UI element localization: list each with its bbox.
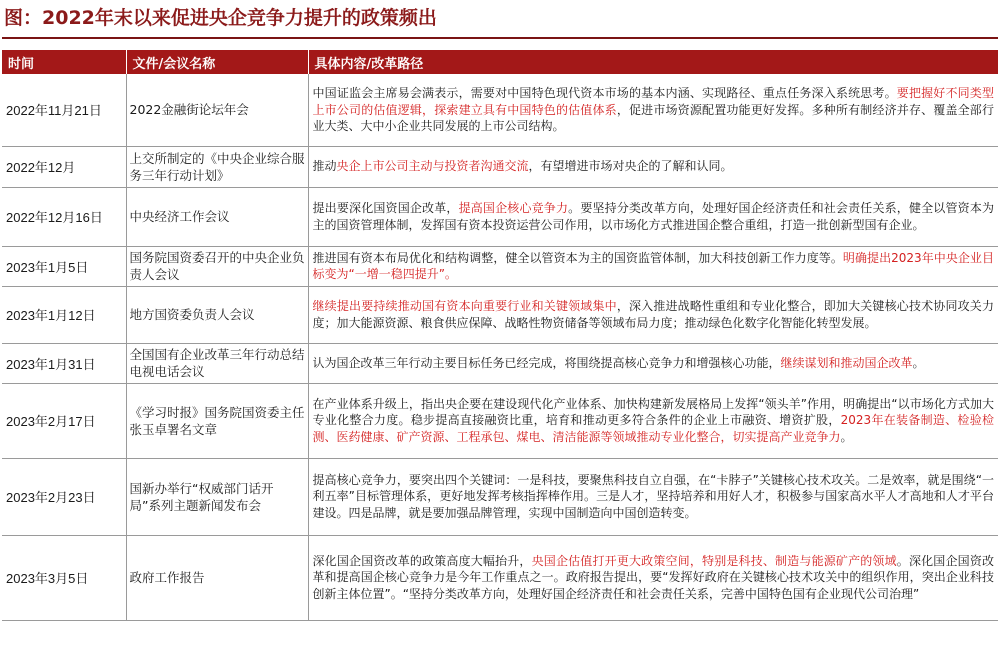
row-date: 2023年1月12日 <box>2 286 126 343</box>
header-time: 时间 <box>2 50 126 74</box>
row-date: 2023年1月31日 <box>2 343 126 383</box>
row-date: 2023年2月23日 <box>2 458 126 535</box>
row-content <box>308 535 998 620</box>
content-highlight: 央企上市公司主动与投资者沟通交流 <box>336 159 529 174</box>
row-name: 《学习时报》国务院国资委主任张玉卓署名文章 <box>126 383 308 458</box>
row-date: 2023年1月5日 <box>2 246 126 286</box>
row-name: 2022金融街论坛年会 <box>126 74 308 146</box>
content-text: 。 <box>912 355 925 370</box>
title-divider <box>2 37 998 39</box>
row-date: 2022年11月21日 <box>2 74 126 146</box>
page-title: 图：2022年末以来促进央企竞争力提升的政策频出 <box>4 7 437 29</box>
table-row <box>2 458 998 535</box>
row-content <box>308 187 998 246</box>
row-name: 中央经济工作会议 <box>126 187 308 246</box>
table-row <box>2 246 998 286</box>
table-row <box>2 383 998 458</box>
content-highlight: 明确提出2023年中央企业目标变为“一增一稳四提升”。 <box>312 250 994 281</box>
row-name: 上交所制定的《中央企业综合服务三年行动计划》 <box>126 146 308 187</box>
table-row <box>2 146 998 187</box>
row-content <box>308 246 998 286</box>
content-highlight: 提高国企核心竞争力 <box>458 201 569 216</box>
row-date: 2022年12月16日 <box>2 187 126 246</box>
row-content <box>308 458 998 535</box>
table-row <box>2 187 998 246</box>
policy-table <box>2 50 998 621</box>
row-date: 2023年2月17日 <box>2 383 126 458</box>
header-name: 文件/会议名称 <box>126 50 308 74</box>
content-text: 中国证监会主席易会满表示，需要对中国特色现代资本市场的基本内涵、实现路径、重点任务深入系统思考。 <box>312 86 897 101</box>
content-text: ，促进市场资源配置功能更好发挥。多种所有制经济并存、覆盖全部行业大类、大中小企业共同发展的上市公司结构。 <box>312 102 994 133</box>
table-row <box>2 535 998 620</box>
content-highlight: 央国企估值打开更大政策空间，特别是科技、制造与能源矿产的领域 <box>531 553 897 568</box>
table-row <box>2 343 998 383</box>
content-text: ，有望增进市场对央企的了解和认同。 <box>528 159 733 174</box>
content-text: 推动 <box>312 159 337 174</box>
row-name: 全国国有企业改革三年行动总结电视电话会议 <box>126 343 308 383</box>
row-date: 2022年12月 <box>2 146 126 187</box>
table-row <box>2 74 998 146</box>
row-content <box>308 286 998 343</box>
content-text: 提出要深化国资国企改革， <box>312 201 459 216</box>
row-name: 政府工作报告 <box>126 535 308 620</box>
content-text: 认为国企改革三年行动主要目标任务已经完成，将围绕提高核心竞争力和增强核心功能， <box>312 355 781 370</box>
row-date: 2023年3月5日 <box>2 535 126 620</box>
content-text: 。深化国企国资改革和提高国企核心竞争力是今年工作重点之一。政府报告提出，要“发挥好政府在关键核心技术攻关中的组织作用，突出企业科技创新主体位置”。“坚持分类改革方向，处理好国企经济责任和社会责任关系，完善中国特色国有企业现代公司治理” <box>312 553 994 601</box>
row-content <box>308 146 998 187</box>
row-name: 国务院国资委召开的中央企业负责人会议 <box>126 246 308 286</box>
content-highlight: 要把握好不同类型上市公司的估值逻辑，探索建立具有中国特色的估值体系 <box>312 86 994 117</box>
content-text: 推进国有资本布局优化和结构调整，健全以管资本为主的国资监管体制，加大科技创新工作力度等。 <box>312 250 843 265</box>
content-text: 提高核心竞争力，要突出四个关键词：一是科技，要聚焦科技自立自强，在“卡脖子”关键核心技术攻关。二是效率，就是围绕“一利五率”目标管理体系，更好地发挥考核指挥棒作用。三是人才，坚持培养和用好人才，积极参与国家高水平人才高地和人才平台建设。四是品牌，就是要加强品牌管理，实现中国制造向中国创造转变。 <box>312 472 994 520</box>
content-text: 在产业体系升级上，指出央企要在建设现代化产业体系、加快构建新发展格局上发挥“领头羊”作用，明确提出“以市场化方式加大专业化整合力度。稳步提高直接融资比重，培育和推动更多符合条件的企业上市融资、增资扩股， <box>312 396 994 428</box>
content-highlight: 继续谋划和推动国企改革 <box>780 355 913 370</box>
content-highlight: 2023年在装备制造、检验检测、医药健康、矿产资源、工程承包、煤电、清洁能源等领域推动专业化整合，切实提高产业竞争力 <box>312 413 994 444</box>
table-row <box>2 286 998 343</box>
row-content <box>308 383 998 458</box>
header-content: 具体内容/改革路径 <box>308 50 998 74</box>
row-content <box>308 74 998 146</box>
content-text: 。 <box>840 429 853 444</box>
table-header-row <box>2 50 998 74</box>
content-text: ，深入推进战略性重组和专业化整合，即加大关键核心技术协同攻关力度；加大能源资源、粮食供应保障、战略性物资储备等领域布局力度；推动绿色化数字化智能化转型发展。 <box>312 299 994 330</box>
content-text: 深化国企国资改革的政策高度大幅抬升， <box>312 553 532 568</box>
content-highlight: 继续提出要持续推动国有资本向重要行业和关键领域集中 <box>312 299 617 314</box>
content-text: 。要坚持分类改革方向，处理好国企经济责任和社会责任关系，健全以管资本为主的国资管理体制，发挥国有资本投资运营公司作用，以市场化方式推进国企整合重组，打造一批创新型国有企业。 <box>312 201 994 232</box>
row-name: 地方国资委负责人会议 <box>126 286 308 343</box>
row-content <box>308 343 998 383</box>
row-name: 国新办举行“权威部门话开局”系列主题新闻发布会 <box>126 458 308 535</box>
